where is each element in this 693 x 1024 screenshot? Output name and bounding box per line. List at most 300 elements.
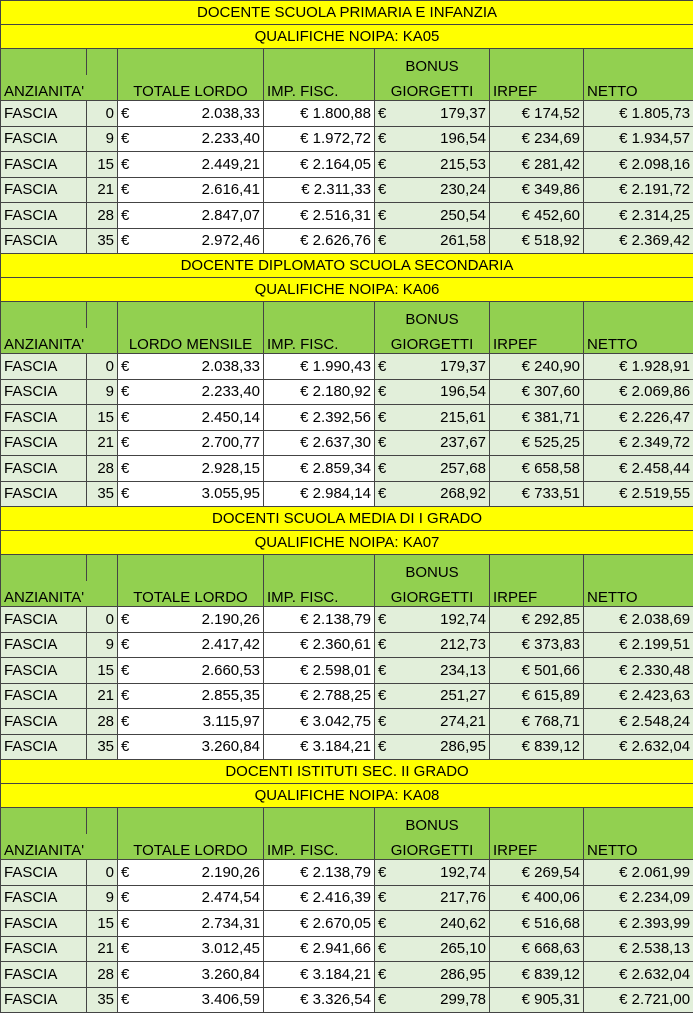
fascia-label: FASCIA xyxy=(1,203,87,229)
currency-symbol: € xyxy=(378,232,387,250)
irpef-value: € 400,06 xyxy=(490,885,584,911)
lordo-cell-value: 2.928,15 xyxy=(201,459,260,477)
section-title-row xyxy=(1,254,693,278)
anni-value: 35 xyxy=(87,228,118,254)
header-giorgetti: GIORGETTI xyxy=(375,834,490,860)
header-empty xyxy=(1,302,87,328)
irpef-value: € 349,86 xyxy=(490,177,584,203)
currency-symbol: € xyxy=(378,206,387,224)
irpef-value: € 839,12 xyxy=(490,734,584,760)
lordo-cell-value: 2.190,26 xyxy=(201,863,260,881)
imp-fisc-value: € 2.941,66 xyxy=(264,936,375,962)
currency-symbol: € xyxy=(121,357,130,375)
header-anzianita: ANZIANITA' xyxy=(1,328,118,354)
irpef-value: € 668,63 xyxy=(490,936,584,962)
header-empty xyxy=(118,302,264,328)
section-subtitle-row xyxy=(1,784,693,808)
netto-value: € 2.458,44 xyxy=(584,456,693,482)
bonus-cell xyxy=(375,379,490,405)
lordo-cell xyxy=(118,683,264,709)
header-row-top xyxy=(1,555,693,581)
section-subtitle: QUALIFICHE NOIPA: KA05 xyxy=(1,25,693,49)
table-row xyxy=(1,430,693,456)
bonus-cell-value: 237,67 xyxy=(440,434,486,452)
anni-value: 21 xyxy=(87,430,118,456)
imp-fisc-value: € 2.598,01 xyxy=(264,658,375,684)
section-title-row xyxy=(1,760,693,784)
lordo-cell-value: 2.972,46 xyxy=(201,232,260,250)
lordo-cell xyxy=(118,632,264,658)
lordo-cell xyxy=(118,987,264,1013)
imp-fisc-value: € 1.990,43 xyxy=(264,354,375,380)
bonus-cell xyxy=(375,709,490,735)
netto-value: € 1.928,91 xyxy=(584,354,693,380)
table-row xyxy=(1,860,693,886)
bonus-cell-value: 250,54 xyxy=(440,206,486,224)
lordo-cell-value: 3.260,84 xyxy=(201,738,260,756)
anni-value: 0 xyxy=(87,101,118,127)
bonus-cell xyxy=(375,734,490,760)
netto-value: € 2.538,13 xyxy=(584,936,693,962)
header-bonus: BONUS xyxy=(375,302,490,328)
netto-value: € 2.548,24 xyxy=(584,709,693,735)
currency-symbol: € xyxy=(121,712,130,730)
fascia-label: FASCIA xyxy=(1,228,87,254)
irpef-value: € 381,71 xyxy=(490,405,584,431)
netto-value: € 2.393,99 xyxy=(584,911,693,937)
bonus-cell xyxy=(375,987,490,1013)
currency-symbol: € xyxy=(121,965,130,983)
bonus-cell-value: 286,95 xyxy=(440,965,486,983)
currency-symbol: € xyxy=(121,661,130,679)
lordo-cell-value: 3.260,84 xyxy=(201,965,260,983)
currency-symbol: € xyxy=(378,687,387,705)
netto-value: € 2.314,25 xyxy=(584,203,693,229)
lordo-cell-value: 2.855,35 xyxy=(201,687,260,705)
lordo-cell-value: 2.449,21 xyxy=(201,155,260,173)
currency-symbol: € xyxy=(121,206,130,224)
header-netto: NETTO xyxy=(584,581,693,607)
lordo-cell xyxy=(118,126,264,152)
lordo-cell xyxy=(118,430,264,456)
netto-value: € 2.098,16 xyxy=(584,152,693,178)
netto-value: € 2.349,72 xyxy=(584,430,693,456)
bonus-cell-value: 217,76 xyxy=(440,889,486,907)
bonus-cell xyxy=(375,658,490,684)
bonus-cell-value: 196,54 xyxy=(440,130,486,148)
header-empty xyxy=(1,808,87,834)
irpef-value: € 174,52 xyxy=(490,101,584,127)
bonus-cell-value: 179,37 xyxy=(440,104,486,122)
lordo-cell-value: 2.660,53 xyxy=(201,661,260,679)
currency-symbol: € xyxy=(378,914,387,932)
lordo-cell-value: 2.847,07 xyxy=(201,206,260,224)
table-row xyxy=(1,658,693,684)
lordo-cell xyxy=(118,228,264,254)
fascia-label: FASCIA xyxy=(1,936,87,962)
irpef-value: € 292,85 xyxy=(490,607,584,633)
section-title-row xyxy=(1,507,693,531)
lordo-cell-value: 3.406,59 xyxy=(201,991,260,1009)
bonus-cell-value: 215,61 xyxy=(440,408,486,426)
currency-symbol: € xyxy=(378,434,387,452)
header-row xyxy=(1,75,693,101)
currency-symbol: € xyxy=(378,459,387,477)
section-subtitle: QUALIFICHE NOIPA: KA06 xyxy=(1,278,693,302)
lordo-cell-value: 2.190,26 xyxy=(201,610,260,628)
anni-value: 28 xyxy=(87,456,118,482)
table-row xyxy=(1,126,693,152)
imp-fisc-value: € 2.670,05 xyxy=(264,911,375,937)
imp-fisc-value: € 3.184,21 xyxy=(264,962,375,988)
fascia-label: FASCIA xyxy=(1,885,87,911)
anni-value: 28 xyxy=(87,203,118,229)
section-subtitle-row xyxy=(1,25,693,49)
bonus-cell xyxy=(375,632,490,658)
header-netto: NETTO xyxy=(584,75,693,101)
imp-fisc-value: € 2.360,61 xyxy=(264,632,375,658)
header-lordo: TOTALE LORDO xyxy=(118,834,264,860)
header-empty xyxy=(118,555,264,581)
bonus-cell xyxy=(375,177,490,203)
irpef-value: € 501,66 xyxy=(490,658,584,684)
header-anzianita: ANZIANITA' xyxy=(1,834,118,860)
currency-symbol: € xyxy=(378,357,387,375)
lordo-cell xyxy=(118,177,264,203)
header-bonus: BONUS xyxy=(375,555,490,581)
irpef-value: € 269,54 xyxy=(490,860,584,886)
lordo-cell-value: 2.038,33 xyxy=(201,357,260,375)
anni-value: 15 xyxy=(87,405,118,431)
currency-symbol: € xyxy=(121,434,130,452)
currency-symbol: € xyxy=(121,610,130,628)
lordo-cell-value: 2.233,40 xyxy=(201,383,260,401)
imp-fisc-value: € 2.138,79 xyxy=(264,860,375,886)
bonus-cell xyxy=(375,911,490,937)
section-subtitle-row xyxy=(1,531,693,555)
imp-fisc-value: € 2.311,33 xyxy=(264,177,375,203)
irpef-value: € 234,69 xyxy=(490,126,584,152)
header-empty xyxy=(87,555,118,581)
section-title: DOCENTI ISTITUTI SEC. II GRADO xyxy=(1,760,693,784)
fascia-label: FASCIA xyxy=(1,152,87,178)
anni-value: 21 xyxy=(87,177,118,203)
table-row xyxy=(1,936,693,962)
bonus-cell xyxy=(375,683,490,709)
header-row xyxy=(1,581,693,607)
bonus-cell-value: 234,13 xyxy=(440,661,486,679)
bonus-cell-value: 240,62 xyxy=(440,914,486,932)
netto-value: € 2.234,09 xyxy=(584,885,693,911)
header-row-top xyxy=(1,808,693,834)
imp-fisc-value: € 2.859,34 xyxy=(264,456,375,482)
currency-symbol: € xyxy=(378,863,387,881)
header-imp-fisc: IMP. FISC. xyxy=(264,834,375,860)
lordo-cell-value: 2.616,41 xyxy=(201,181,260,199)
header-netto: NETTO xyxy=(584,834,693,860)
lordo-cell xyxy=(118,379,264,405)
anni-value: 0 xyxy=(87,860,118,886)
netto-value: € 2.519,55 xyxy=(584,481,693,507)
header-empty xyxy=(490,302,584,328)
lordo-cell xyxy=(118,885,264,911)
fascia-label: FASCIA xyxy=(1,860,87,886)
lordo-cell xyxy=(118,962,264,988)
netto-value: € 2.226,47 xyxy=(584,405,693,431)
imp-fisc-value: € 3.042,75 xyxy=(264,709,375,735)
lordo-cell-value: 3.012,45 xyxy=(201,940,260,958)
lordo-cell-value: 2.038,33 xyxy=(201,104,260,122)
netto-value: € 1.934,57 xyxy=(584,126,693,152)
currency-symbol: € xyxy=(378,636,387,654)
table-row xyxy=(1,152,693,178)
lordo-cell-value: 2.417,42 xyxy=(201,636,260,654)
fascia-label: FASCIA xyxy=(1,354,87,380)
fascia-label: FASCIA xyxy=(1,126,87,152)
table-row xyxy=(1,734,693,760)
currency-symbol: € xyxy=(121,687,130,705)
currency-symbol: € xyxy=(121,991,130,1009)
header-irpef: IRPEF xyxy=(490,328,584,354)
anni-value: 9 xyxy=(87,632,118,658)
bonus-cell-value: 274,21 xyxy=(440,712,486,730)
anni-value: 15 xyxy=(87,911,118,937)
currency-symbol: € xyxy=(121,738,130,756)
bonus-cell-value: 192,74 xyxy=(440,610,486,628)
currency-symbol: € xyxy=(121,383,130,401)
netto-value: € 2.721,00 xyxy=(584,987,693,1013)
irpef-value: € 905,31 xyxy=(490,987,584,1013)
lordo-cell-value: 2.233,40 xyxy=(201,130,260,148)
table-row xyxy=(1,177,693,203)
imp-fisc-value: € 2.788,25 xyxy=(264,683,375,709)
lordo-cell xyxy=(118,481,264,507)
header-empty xyxy=(1,555,87,581)
header-empty xyxy=(584,555,693,581)
fascia-label: FASCIA xyxy=(1,962,87,988)
bonus-cell xyxy=(375,354,490,380)
imp-fisc-value: € 2.164,05 xyxy=(264,152,375,178)
header-lordo: TOTALE LORDO xyxy=(118,581,264,607)
bonus-cell xyxy=(375,481,490,507)
netto-value: € 2.069,86 xyxy=(584,379,693,405)
table-row xyxy=(1,911,693,937)
header-row-top xyxy=(1,49,693,75)
currency-symbol: € xyxy=(121,104,130,122)
bonus-cell xyxy=(375,607,490,633)
anni-value: 28 xyxy=(87,709,118,735)
header-giorgetti: GIORGETTI xyxy=(375,75,490,101)
header-row xyxy=(1,834,693,860)
netto-value: € 1.805,73 xyxy=(584,101,693,127)
bonus-cell xyxy=(375,962,490,988)
header-giorgetti: GIORGETTI xyxy=(375,328,490,354)
header-empty xyxy=(264,555,375,581)
currency-symbol: € xyxy=(121,408,130,426)
anni-value: 35 xyxy=(87,987,118,1013)
bonus-cell-value: 196,54 xyxy=(440,383,486,401)
bonus-cell-value: 268,92 xyxy=(440,485,486,503)
table-row xyxy=(1,379,693,405)
bonus-cell-value: 286,95 xyxy=(440,738,486,756)
irpef-value: € 525,25 xyxy=(490,430,584,456)
currency-symbol: € xyxy=(121,485,130,503)
bonus-cell xyxy=(375,152,490,178)
currency-symbol: € xyxy=(378,610,387,628)
imp-fisc-value: € 2.516,31 xyxy=(264,203,375,229)
header-empty xyxy=(87,808,118,834)
header-imp-fisc: IMP. FISC. xyxy=(264,328,375,354)
section-subtitle: QUALIFICHE NOIPA: KA07 xyxy=(1,531,693,555)
bonus-cell-value: 299,78 xyxy=(440,991,486,1009)
header-irpef: IRPEF xyxy=(490,581,584,607)
header-irpef: IRPEF xyxy=(490,834,584,860)
header-empty xyxy=(1,49,87,75)
bonus-cell-value: 261,58 xyxy=(440,232,486,250)
bonus-cell xyxy=(375,860,490,886)
currency-symbol: € xyxy=(121,863,130,881)
fascia-label: FASCIA xyxy=(1,632,87,658)
lordo-cell xyxy=(118,709,264,735)
fascia-label: FASCIA xyxy=(1,481,87,507)
currency-symbol: € xyxy=(378,661,387,679)
lordo-cell xyxy=(118,911,264,937)
header-row-top xyxy=(1,302,693,328)
header-empty xyxy=(264,808,375,834)
lordo-cell-value: 2.474,54 xyxy=(201,889,260,907)
section-subtitle: QUALIFICHE NOIPA: KA08 xyxy=(1,784,693,808)
bonus-cell-value: 230,24 xyxy=(440,181,486,199)
fascia-label: FASCIA xyxy=(1,734,87,760)
currency-symbol: € xyxy=(121,914,130,932)
currency-symbol: € xyxy=(378,155,387,173)
header-empty xyxy=(264,302,375,328)
currency-symbol: € xyxy=(378,383,387,401)
table-row xyxy=(1,709,693,735)
table-row xyxy=(1,962,693,988)
lordo-cell xyxy=(118,203,264,229)
bonus-cell-value: 251,27 xyxy=(440,687,486,705)
section-title: DOCENTE SCUOLA PRIMARIA E INFANZIA xyxy=(1,1,693,25)
lordo-cell xyxy=(118,456,264,482)
currency-symbol: € xyxy=(378,889,387,907)
bonus-cell xyxy=(375,126,490,152)
table-row xyxy=(1,987,693,1013)
bonus-cell-value: 192,74 xyxy=(440,863,486,881)
table-row xyxy=(1,228,693,254)
irpef-value: € 452,60 xyxy=(490,203,584,229)
anni-value: 15 xyxy=(87,152,118,178)
header-anzianita: ANZIANITA' xyxy=(1,75,118,101)
bonus-cell xyxy=(375,430,490,456)
header-bonus: BONUS xyxy=(375,49,490,75)
header-empty xyxy=(584,49,693,75)
fascia-label: FASCIA xyxy=(1,911,87,937)
netto-value: € 2.632,04 xyxy=(584,734,693,760)
lordo-cell xyxy=(118,101,264,127)
header-imp-fisc: IMP. FISC. xyxy=(264,75,375,101)
fascia-label: FASCIA xyxy=(1,658,87,684)
header-row xyxy=(1,328,693,354)
fascia-label: FASCIA xyxy=(1,379,87,405)
header-empty xyxy=(118,808,264,834)
header-bonus: BONUS xyxy=(375,808,490,834)
anni-value: 9 xyxy=(87,885,118,911)
currency-symbol: € xyxy=(121,940,130,958)
currency-symbol: € xyxy=(378,712,387,730)
bonus-cell xyxy=(375,228,490,254)
irpef-value: € 516,68 xyxy=(490,911,584,937)
table-row xyxy=(1,101,693,127)
netto-value: € 2.369,42 xyxy=(584,228,693,254)
lordo-cell xyxy=(118,607,264,633)
anni-value: 35 xyxy=(87,481,118,507)
netto-value: € 2.632,04 xyxy=(584,962,693,988)
irpef-value: € 240,90 xyxy=(490,354,584,380)
currency-symbol: € xyxy=(378,408,387,426)
fascia-label: FASCIA xyxy=(1,430,87,456)
lordo-cell xyxy=(118,734,264,760)
currency-symbol: € xyxy=(378,104,387,122)
anni-value: 21 xyxy=(87,683,118,709)
imp-fisc-value: € 3.184,21 xyxy=(264,734,375,760)
header-giorgetti: GIORGETTI xyxy=(375,581,490,607)
irpef-value: € 658,58 xyxy=(490,456,584,482)
anni-value: 0 xyxy=(87,607,118,633)
netto-value: € 2.423,63 xyxy=(584,683,693,709)
lordo-cell xyxy=(118,152,264,178)
imp-fisc-value: € 2.392,56 xyxy=(264,405,375,431)
netto-value: € 2.330,48 xyxy=(584,658,693,684)
table-row xyxy=(1,607,693,633)
lordo-cell xyxy=(118,658,264,684)
header-empty xyxy=(118,49,264,75)
table-row xyxy=(1,203,693,229)
currency-symbol: € xyxy=(121,232,130,250)
bonus-cell xyxy=(375,405,490,431)
currency-symbol: € xyxy=(121,181,130,199)
bonus-cell xyxy=(375,101,490,127)
currency-symbol: € xyxy=(121,636,130,654)
section-subtitle-row xyxy=(1,278,693,302)
netto-value: € 2.061,99 xyxy=(584,860,693,886)
imp-fisc-value: € 2.984,14 xyxy=(264,481,375,507)
header-empty xyxy=(87,49,118,75)
fascia-label: FASCIA xyxy=(1,709,87,735)
anni-value: 15 xyxy=(87,658,118,684)
header-imp-fisc: IMP. FISC. xyxy=(264,581,375,607)
bonus-cell-value: 257,68 xyxy=(440,459,486,477)
imp-fisc-value: € 3.326,54 xyxy=(264,987,375,1013)
anni-value: 9 xyxy=(87,379,118,405)
header-empty xyxy=(584,302,693,328)
table-row xyxy=(1,456,693,482)
currency-symbol: € xyxy=(378,965,387,983)
currency-symbol: € xyxy=(121,459,130,477)
imp-fisc-value: € 2.626,76 xyxy=(264,228,375,254)
bonus-cell-value: 215,53 xyxy=(440,155,486,173)
netto-value: € 2.199,51 xyxy=(584,632,693,658)
irpef-value: € 768,71 xyxy=(490,709,584,735)
imp-fisc-value: € 1.972,72 xyxy=(264,126,375,152)
anni-value: 28 xyxy=(87,962,118,988)
table-row xyxy=(1,683,693,709)
currency-symbol: € xyxy=(378,940,387,958)
fascia-label: FASCIA xyxy=(1,607,87,633)
fascia-label: FASCIA xyxy=(1,456,87,482)
header-empty xyxy=(490,49,584,75)
lordo-cell-value: 3.115,97 xyxy=(202,712,260,730)
